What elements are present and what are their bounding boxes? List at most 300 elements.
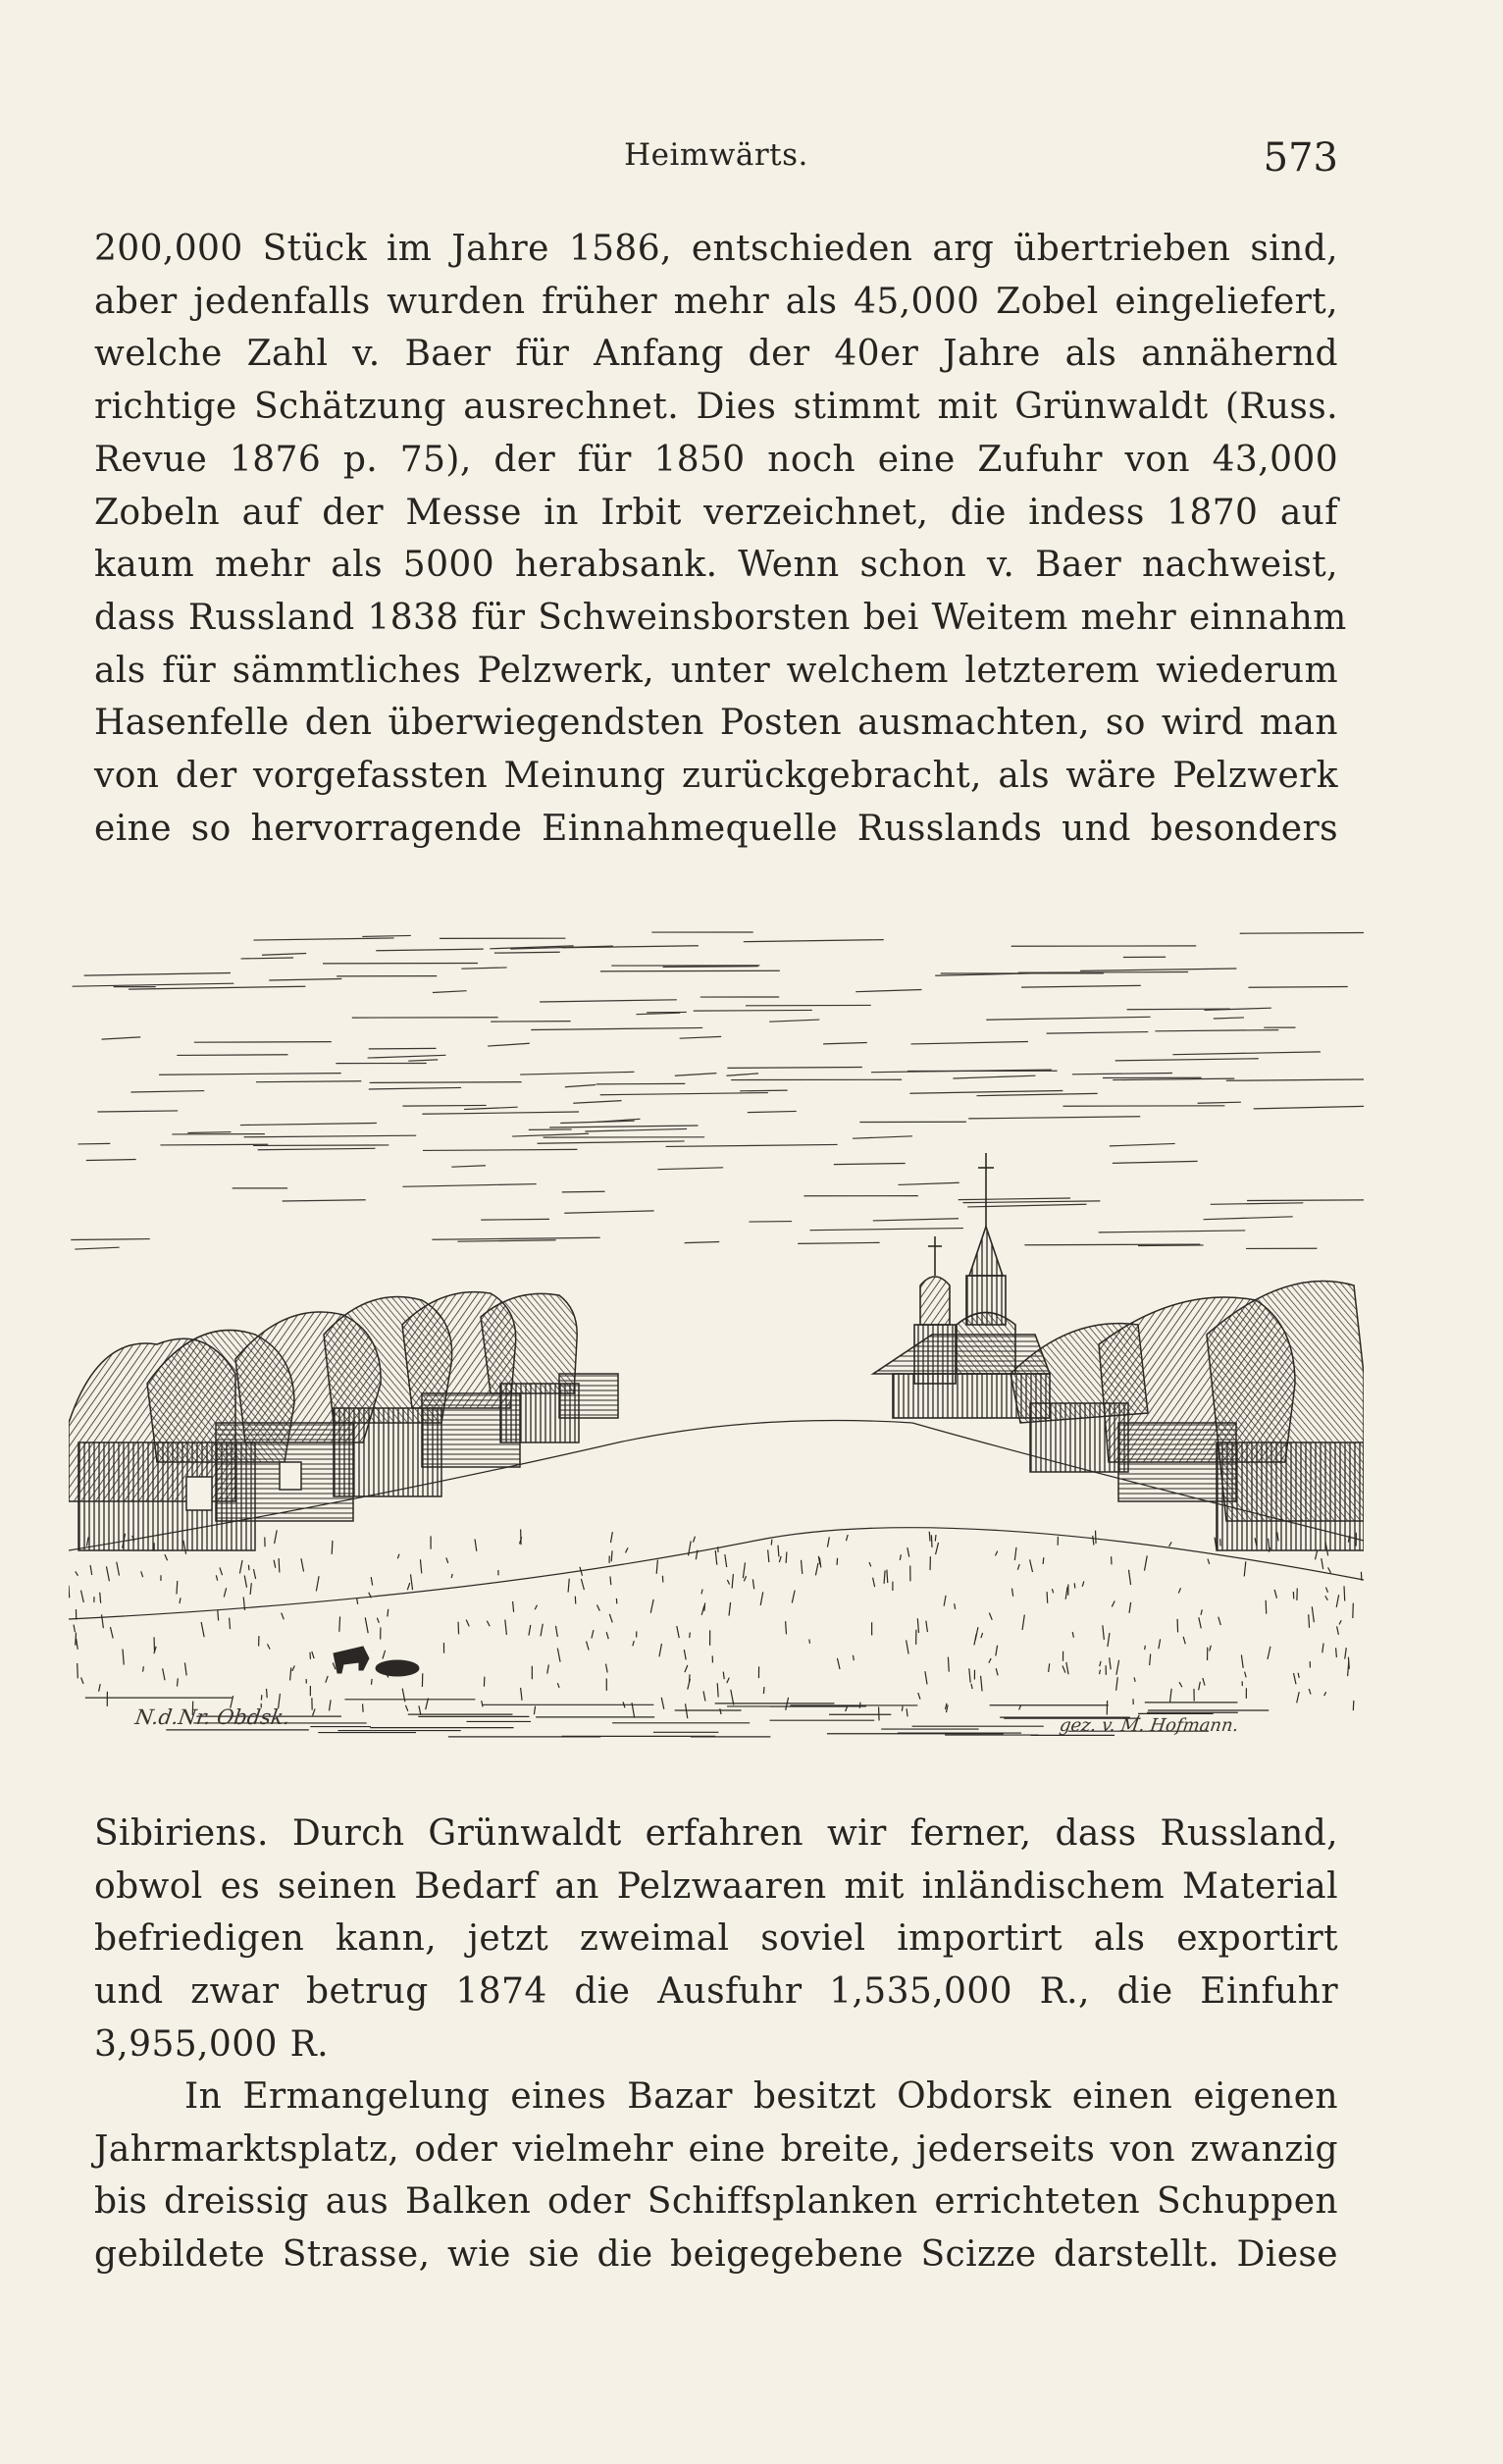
grass-stroke [606,1632,608,1639]
grass-stroke [557,1649,560,1662]
grass-stroke [1336,1595,1338,1607]
paragraph-3 [94,2071,1338,2281]
grass-stroke [1100,1661,1101,1666]
grass-stroke [301,1558,304,1571]
sky-stroke [253,938,393,940]
grass-stroke [884,1571,885,1584]
animals [334,1647,419,1676]
grass-stroke [106,1566,109,1581]
sky-stroke [657,1168,723,1170]
grass-stroke [275,1530,278,1544]
sky-stroke [1072,1073,1172,1074]
grass-stroke [1128,1570,1130,1585]
sky-stroke [1247,1200,1364,1201]
running-title: Heimwärts. [624,137,808,173]
sky-stroke [564,1211,653,1213]
sky-stroke [636,1013,680,1014]
grass-stroke [216,1575,217,1580]
grass-stroke [587,1642,590,1651]
grass-stroke [339,1616,340,1631]
grass-stroke [201,1622,204,1637]
grass-stroke [1116,1660,1119,1675]
grass-stroke [1268,1647,1270,1659]
text-line: von der vorgefassten Meinung zurückgebracht, als wäre Pelzwerk [94,756,1338,797]
grass-stroke [809,1640,810,1644]
text-line: Sibiriens. Durch Grünwaldt erfahren wir ferner, dass Russland, [94,1813,1338,1854]
grass-stroke [786,1621,787,1634]
grass-stroke [446,1557,448,1562]
sky-stroke [1110,1143,1175,1145]
grass-stroke [768,1549,769,1562]
sky-stroke [1080,969,1236,970]
sky-stroke [1138,1245,1204,1246]
grass-stroke [333,1663,336,1670]
sky-stroke [600,1093,768,1095]
grass-stroke [763,1687,764,1694]
sky-stroke [520,1072,634,1075]
text-line: aber jedenfalls wurden früher mehr als 45,000 Zobel eingeliefert, [94,281,1338,322]
grass-stroke [1328,1567,1331,1572]
text-line: und zwar betrug 1874 die Ausfuhr 1,535,000 R., die Einfuhr [94,1971,1338,2013]
grass-stroke [581,1579,584,1590]
grass-stroke [981,1676,983,1692]
grass-stroke [475,1539,477,1550]
grass-stroke [1169,1542,1172,1546]
text-line: bis dreissig aus Balken oder Schiffsplanken errichteten Schuppen [94,2181,1338,2223]
grass-stroke [1159,1639,1161,1649]
grass-stroke [1294,1673,1296,1684]
grass-stroke [1309,1614,1310,1628]
sky-stroke [769,1020,819,1022]
grass-stroke [81,1677,83,1683]
text-line: 3,955,000 R. [94,2023,330,2065]
grass-stroke [292,1665,294,1670]
grass-stroke [935,1535,936,1541]
grass-stroke [371,1577,372,1585]
grass-stroke [918,1693,920,1700]
grass-stroke [1344,1586,1345,1600]
sky-stroke [488,1043,530,1046]
grass-stroke [971,1684,972,1689]
grass-stroke [907,1547,909,1557]
grass-stroke [279,1558,280,1572]
grass-stroke [778,1546,779,1557]
text-line: 200,000 Stück im Jahre 1586, entschieden arg übertrieben sind, [94,229,1338,269]
grass-stroke [1297,1692,1300,1703]
grass-stroke [1043,1557,1044,1564]
sky-stroke [685,1241,720,1242]
grass-stroke [981,1633,983,1638]
grass-stroke [535,1605,537,1610]
sky-stroke [694,1010,812,1011]
text-line: obwol es seinen Bedarf an Pelzwaaren mit inländischem Material [94,1865,1338,1907]
engraver-signature-right: gez. v. M. Hofmann. [1058,1715,1240,1736]
grass-stroke [1199,1617,1201,1628]
grass-stroke [723,1672,724,1680]
text-line: befriedigen kann, jetzt zweimal soviel importirt als exportirt [94,1918,1338,1960]
grass-stroke [1072,1632,1073,1638]
sky-stroke [573,1101,621,1104]
sky-stroke [809,1229,962,1231]
sky-stroke [130,1091,204,1092]
grass-stroke [1339,1620,1341,1624]
grass-stroke [1322,1558,1323,1569]
grass-stroke [1014,1547,1016,1560]
sky-stroke [565,1084,596,1086]
grass-stroke [282,1613,285,1620]
grass-stroke [1178,1588,1180,1593]
grass-stroke [77,1639,78,1650]
grass-stroke [1210,1646,1212,1651]
grass-stroke [743,1562,745,1578]
sky-stroke [457,1240,555,1241]
sky-stroke [1047,1032,1149,1034]
sky-stroke [873,1219,959,1221]
sky-stroke [834,1164,906,1165]
grass-stroke [1093,1536,1094,1546]
sky-stroke [481,1219,549,1220]
grass-stroke [996,1668,998,1675]
text-line: welche Zahl v. Baer für Anfang der 40er Jahre als annähernd [94,334,1338,375]
sky-stroke [269,979,341,980]
grass-stroke [383,1651,386,1659]
sky-stroke [680,1036,722,1038]
grass-stroke [184,1662,186,1675]
grass-stroke [869,1562,871,1566]
sky-stroke [240,958,293,959]
sky-stroke [451,1166,486,1167]
sky-stroke [740,1090,787,1091]
grass-stroke [725,1554,727,1567]
sky-stroke [1211,1203,1304,1205]
grass-stroke [1201,1609,1202,1614]
grass-stroke [729,1602,731,1616]
grass-stroke [177,1581,178,1595]
grass-stroke [1052,1589,1053,1593]
grass-stroke [1199,1682,1201,1691]
grass-stroke [143,1666,144,1671]
grass-stroke [1208,1559,1210,1564]
sky-stroke [73,983,234,986]
text-line: In Ermangelung eines Bazar besitzt Obdorsk einen eigenen [184,2076,1338,2117]
grass-stroke [365,1617,368,1633]
grass-stroke [818,1556,819,1565]
grass-stroke [727,1580,729,1585]
grass-stroke [1315,1550,1317,1560]
grass-stroke [701,1590,702,1595]
grass-stroke [1183,1637,1185,1645]
grass-stroke [407,1583,409,1590]
sky-stroke [461,968,506,969]
grass-stroke [693,1537,695,1543]
grass-stroke [1100,1670,1101,1674]
grass-stroke [1019,1705,1021,1709]
grass-stroke [505,1620,507,1635]
grass-stroke [1011,1589,1012,1597]
grass-stroke [388,1609,389,1617]
paragraph-1 [94,223,1347,855]
sky-stroke [976,1093,1097,1095]
grass-stroke [650,1599,653,1613]
sky-stroke [160,1144,268,1145]
grass-stroke [907,1640,909,1653]
grass-stroke [329,1700,331,1710]
grass-stroke [1245,1672,1247,1678]
sky-stroke [744,940,884,942]
grass-stroke [1110,1657,1112,1669]
grass-stroke [902,1706,903,1711]
grass-stroke [771,1540,772,1546]
sky-stroke [1248,987,1347,988]
grass-stroke [529,1625,531,1636]
grass-stroke [592,1630,594,1638]
sky-stroke [256,1081,361,1082]
sky-stroke [177,1055,287,1056]
grass-stroke [1203,1678,1205,1685]
sky-stroke [1204,1217,1293,1220]
sky-stroke [853,1136,912,1138]
grass-stroke [165,1554,168,1560]
grass-stroke [513,1601,514,1612]
sky-stroke [1021,985,1141,987]
sky-stroke [748,1111,797,1112]
sky-stroke [798,1242,879,1243]
sky-stroke [422,1112,579,1114]
text-line: dass Russland 1838 für Schweinsborsten bei Weitem mehr einnahm [94,597,1347,638]
grass-stroke [397,1554,399,1559]
grass-stroke [1337,1626,1339,1634]
sky-stroke [953,1075,1035,1078]
sky-stroke [253,1145,389,1146]
grass-stroke [239,1560,242,1573]
grass-stroke [1244,1561,1246,1576]
grass-stroke [1145,1646,1146,1650]
grass-stroke [1066,1662,1068,1674]
grass-stroke [684,1650,686,1659]
sky-stroke [86,1160,136,1161]
grass-stroke [487,1621,490,1627]
grass-stroke [363,1704,364,1712]
grass-stroke [802,1560,803,1574]
sky-stroke [402,1184,536,1187]
text-line: eine so hervorragende Einnahmequelle Russlands und besonders [94,808,1338,849]
grass-stroke [900,1554,901,1560]
sky-stroke [540,1000,677,1002]
engraver-signature-left: N.d.Nr. Obdsk. [133,1705,292,1729]
sky-stroke [1240,932,1364,933]
sky-stroke [1172,1052,1321,1055]
grass-stroke [332,1541,333,1554]
grass-stroke [534,1706,535,1714]
grass-stroke [1112,1601,1114,1607]
grass-stroke [261,1695,262,1700]
grass-stroke [1096,1531,1097,1544]
grass-stroke [1062,1665,1065,1672]
text-line: richtige Schätzung ausrechnet. Dies stimmt mit Grünwaldt (Russ. [94,387,1338,428]
grass-stroke [377,1618,379,1623]
grass-stroke [792,1591,795,1603]
sky-stroke [1155,1030,1278,1031]
grass-stroke [929,1532,930,1542]
sky-stroke [823,1043,867,1044]
grass-stroke [853,1655,854,1660]
grass-stroke [357,1598,358,1603]
grass-stroke [1082,1581,1084,1586]
sky-stroke [1099,1231,1246,1232]
sky-stroke [549,1126,698,1127]
grass-stroke [786,1551,787,1562]
grass-stroke [690,1633,691,1638]
grass-stroke [925,1671,927,1684]
grass-stroke [931,1535,932,1547]
grass-stroke [760,1592,762,1605]
sky-stroke [968,1117,1140,1119]
grass-stroke [90,1565,92,1575]
grass-stroke [420,1559,421,1573]
grass-stroke [312,1651,314,1658]
sky-stroke [433,991,467,993]
grass-stroke [1218,1617,1220,1625]
grass-stroke [609,1614,612,1623]
grass-stroke [557,1683,559,1688]
sky-stroke [1113,1161,1198,1163]
grass-stroke [989,1658,991,1663]
grass-stroke [267,1689,268,1698]
sky-stroke [538,1141,685,1143]
grass-stroke [926,1621,928,1632]
grass-stroke [568,1579,569,1593]
grass-stroke [1116,1677,1118,1691]
grass-stroke [410,1574,412,1590]
grass-stroke [887,1570,888,1583]
sky-stroke [1113,1078,1234,1079]
grass-stroke [996,1646,998,1656]
grass-stroke [100,1593,101,1603]
grass-stroke [1017,1564,1019,1570]
grass-stroke [224,1588,226,1597]
grass-stroke [827,1537,829,1547]
grass-stroke [717,1683,718,1697]
grass-stroke [458,1622,459,1635]
grass-stroke [659,1644,662,1656]
text-line: kaum mehr als 5000 herabsank. Wenn schon v. Baer nachweist, [94,545,1338,586]
grass-stroke [1170,1689,1172,1703]
sky-stroke [675,1074,717,1076]
grass-stroke [703,1691,705,1701]
sky-stroke [71,1239,150,1240]
text-line: Revue 1876 p. 75), der für 1850 noch eine Zufuhr von 43,000 [94,439,1338,480]
sky-stroke [959,1198,1070,1200]
grass-stroke [689,1674,690,1682]
grass-stroke [815,1563,818,1576]
grass-stroke [656,1560,657,1574]
grass-stroke [326,1676,328,1683]
sky-stroke [531,1027,702,1029]
sky-stroke [402,1105,486,1106]
grass-stroke [975,1627,978,1640]
grass-stroke [316,1576,319,1591]
grass-stroke [969,1668,970,1682]
grass-stroke [731,1690,734,1705]
sky-stroke [187,1132,231,1133]
grass-stroke [74,1625,75,1633]
grass-stroke [541,1624,543,1637]
grass-stroke [732,1574,733,1589]
sky-stroke [911,1041,1028,1043]
sky-stroke [84,973,231,976]
sky-stroke [97,1111,178,1112]
grass-stroke [371,1679,372,1685]
grass-stroke [1103,1625,1105,1640]
grass-stroke [715,1550,717,1565]
sky-stroke [432,1237,599,1239]
sky-stroke [464,1107,518,1109]
text-line: Zobeln auf der Messe in Irbit verzeichnet, die indess 1870 auf [94,492,1338,533]
grass-stroke [1049,1663,1050,1672]
grass-stroke [1144,1555,1147,1570]
grass-stroke [626,1547,629,1552]
grass-stroke [180,1598,181,1603]
grass-stroke [779,1556,781,1562]
grass-stroke [661,1698,664,1709]
grass-stroke [290,1667,291,1680]
sky-stroke [194,1042,332,1043]
grass-stroke [220,1567,223,1575]
grass-stroke [752,1579,753,1589]
grass-stroke [948,1657,949,1672]
paragraph-2 [94,1808,1338,2071]
sky-stroke [909,1090,1062,1093]
sky-stroke [494,952,560,953]
sky-stroke [362,935,411,936]
grass-stroke [1336,1648,1337,1657]
grass-stroke [1074,1583,1075,1588]
sky-stroke [258,1148,376,1149]
grass-stroke [313,1708,315,1715]
grass-stroke [917,1618,918,1633]
grass-stroke [633,1641,634,1646]
sky-stroke [727,1068,861,1069]
grass-stroke [482,1701,483,1706]
grass-stroke [1324,1692,1326,1696]
grass-stroke [163,1668,165,1680]
village-street-engraving [69,913,1364,1747]
sky-stroke [78,1143,110,1144]
grass-stroke [102,1614,104,1628]
sky-stroke [1214,1018,1244,1019]
grass-stroke [1298,1673,1299,1678]
grass-stroke [1325,1596,1328,1600]
grass-stroke [80,1591,83,1602]
sky-stroke [585,1128,687,1131]
grass-stroke [253,1569,255,1579]
grass-stroke [1065,1587,1067,1599]
grass-stroke [405,1705,407,1711]
grass-stroke [123,1650,124,1665]
left-houses [69,1292,618,1550]
grass-stroke [99,1684,101,1692]
sky-stroke [666,1144,838,1146]
sky-stroke [986,1017,1150,1020]
grass-stroke [1129,1602,1131,1613]
sky-stroke [963,1201,1101,1203]
grass-stroke [1345,1648,1346,1658]
sky-stroke [262,954,306,956]
grass-stroke [744,1576,746,1581]
sky-stroke [244,1135,417,1137]
sky-stroke [1198,1102,1241,1103]
grass-stroke [555,1626,557,1637]
